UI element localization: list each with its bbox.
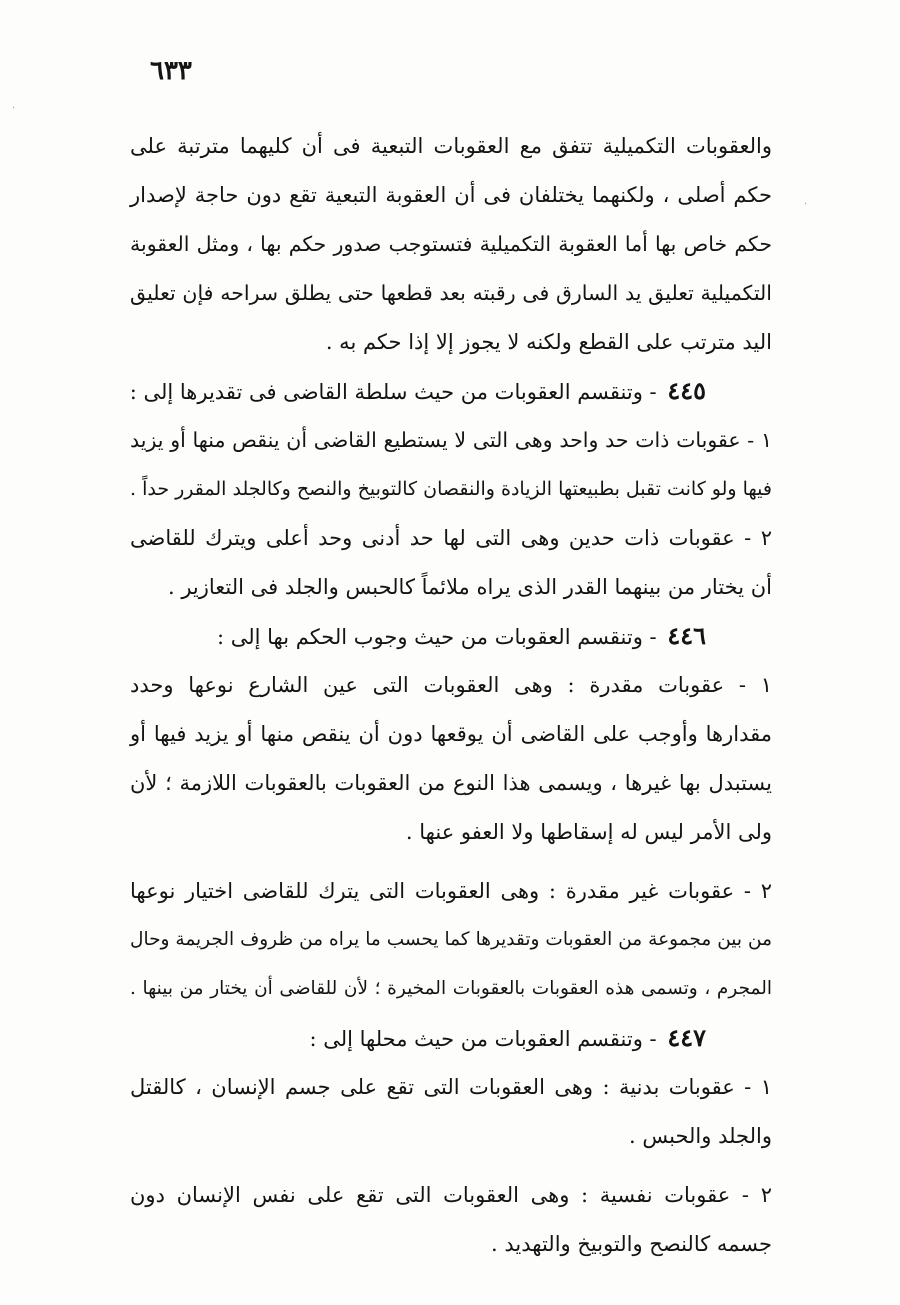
text-line: حكم أصلى ، ولكنهما يختلفان فى أن العقوبة التبعية تقع دون حاجة لإصدار [130, 183, 772, 207]
section-heading-line [130, 614, 772, 663]
scan-speck: . [804, 196, 808, 207]
text-line: فيها ولو كانت تقبل بطبيعتها الزيادة والنقصان كالتوبيخ والنصح وكالجلد المقرر حداً . [130, 478, 772, 500]
text-line: أن يختار من بينهما القدر الذى يراه ملائماً كالحبس والجلد فى التعازير . [167, 575, 772, 599]
page-text-body [130, 124, 772, 1271]
text-line: والجلد والحبس . [629, 1124, 772, 1148]
text-line: ١ - عقوبات ذات حد واحد وهى التى لا يستطيع القاضى أن ينقص منها أو يزيد [130, 428, 772, 452]
text-line: ولى الأمر ليس له إسقاطها ولا العفو عنها . [405, 820, 772, 844]
text-line: مقدارها وأوجب على القاضى أن يوقعها دون أن ينقص منها أو يزيد فيها أو [130, 722, 772, 746]
text-line: اليد مترتب على القطع ولكنه لا يجوز إلا إذا حكم به . [325, 330, 772, 354]
text-line: ٢ - عقوبات غير مقدرة : وهى العقوبات التى يترك للقاضى اختيار نوعها [130, 879, 772, 903]
text-line: المجرم ، وتسمى هذه العقوبات بالعقوبات المخيرة ؛ لأن للقاضى أن يختار من بينها . [130, 978, 772, 999]
section-heading-text: - وتنقسم العقوبات من حيث محلها إلى : [309, 1027, 657, 1051]
text-line: والعقوبات التكميلية تتفق مع العقوبات التبعية فى أن كليهما مترتبة على [130, 134, 772, 158]
text-line: ٢ - عقوبات نفسية : وهى العقوبات التى تقع على نفس الإنسان دون [130, 1183, 772, 1207]
text-line: ١ - عقوبات بدنية : وهى العقوبات التى تقع على جسم الإنسان ، كالقتل [130, 1075, 772, 1099]
text-line: ١ - عقوبات مقدرة : وهى العقوبات التى عين الشارع نوعها وحدد [130, 673, 772, 697]
scan-speck: . [12, 100, 16, 111]
text-line: حكم خاص بها أما العقوبة التكميلية فتستوجب صدور حكم بها ، ومثل العقوبة [130, 232, 772, 256]
section-heading-line [130, 1016, 772, 1065]
section-heading-text: - وتنقسم العقوبات من حيث سلطة القاضى فى تقديرها إلى : [129, 380, 657, 404]
section-number: ٤٤٦ [667, 621, 706, 650]
text-line: يستبدل بها غيرها ، ويسمى هذا النوع من العقوبات بالعقوبات اللازمة ؛ لأن [130, 771, 772, 795]
section-heading-text: - وتنقسم العقوبات من حيث وجوب الحكم بها إلى : [216, 625, 657, 649]
section-number: ٤٤٧ [667, 1023, 706, 1052]
text-line: التكميلية تعليق يد السارق فى رقبته بعد قطعها حتى يطلق سراحه فإن تعليق [130, 281, 772, 305]
section-heading-line [130, 369, 772, 418]
page-number: ٦٣٣ [150, 56, 192, 86]
section-number: ٤٤٥ [667, 376, 706, 405]
text-line: من بين مجموعة من العقوبات وتقديرها كما يحسب ما يراه من ظروف الجريمة وحال [130, 929, 772, 950]
text-line: جسمه كالنصح والتوبيخ والتهديد . [491, 1232, 772, 1256]
text-line: ٢ - عقوبات ذات حدين وهى التى لها حد أدنى وحد أعلى ويترك للقاضى [130, 526, 772, 550]
